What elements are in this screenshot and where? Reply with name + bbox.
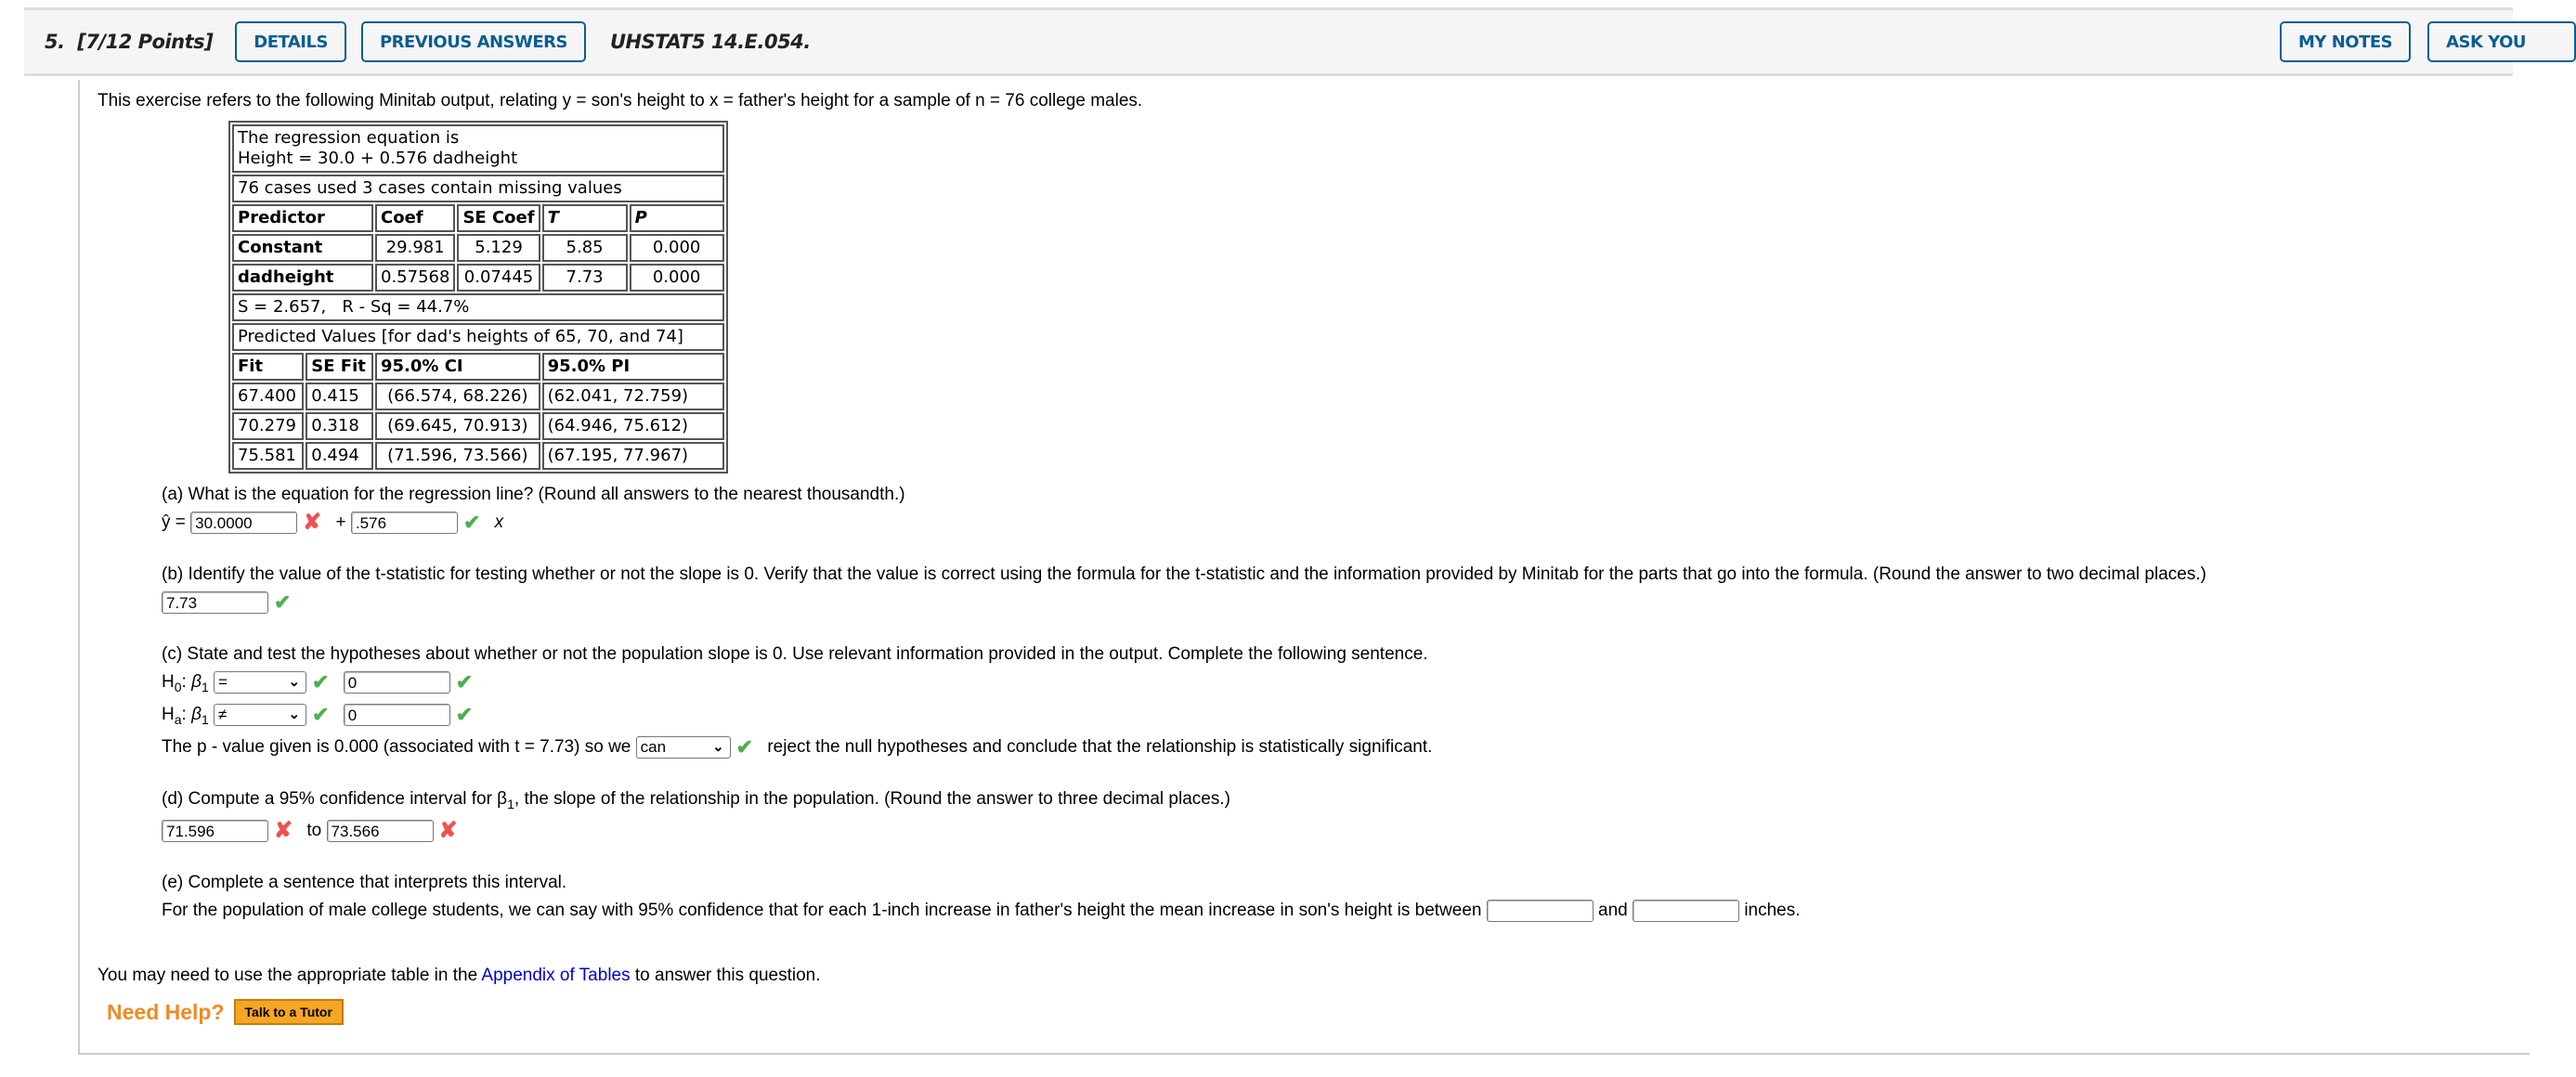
ha-row — [162, 701, 2530, 733]
h0-value-input[interactable]: 0 — [344, 671, 450, 694]
yhat-label: ŷ = — [162, 513, 186, 533]
part-a-answer-row — [162, 509, 2530, 537]
plus-sign: + — [335, 513, 346, 533]
coef-header-row: Predictor Coef SE Coef T P — [232, 204, 724, 232]
talk-to-tutor-button[interactable]: Talk to a Tutor — [234, 999, 344, 1025]
p-value-sentence-start: The p - value given is 0.000 (associated with t = 7.73) so we — [162, 736, 631, 757]
appendix-link[interactable]: Appendix of Tables — [481, 966, 631, 986]
correct-icon: ✔ — [735, 734, 754, 759]
p-value-sentence-end: reject the null hypotheses and conclude that the relationship is statistically significant. — [767, 736, 1433, 757]
coef-row: Constant 29.981 5.129 5.85 0.000 — [232, 234, 724, 262]
pred-row: 75.581 0.494 (71.596, 73.566) (67.195, 77.967) — [232, 442, 724, 470]
ci-lower-input[interactable]: 71.596 — [162, 820, 268, 842]
intro-text: This exercise refers to the following Minitab output, relating y = son's height to x = father's height for a sample of n = 76 college males. — [98, 91, 1143, 110]
incorrect-icon: ✘ — [303, 510, 322, 535]
header-right-actions — [2280, 21, 2576, 62]
coef-row: dadheight 0.57568 0.07445 7.73 0.000 — [232, 264, 724, 292]
pred-row: 70.279 0.318 (69.645, 70.913) (64.946, 75.612) — [232, 412, 724, 440]
intercept-input[interactable]: 30.0000 — [190, 512, 297, 534]
my-notes-button[interactable]: MY NOTES — [2280, 21, 2411, 62]
help-row — [107, 999, 2530, 1025]
correct-icon: ✔ — [274, 590, 292, 615]
slope-input[interactable]: .576 — [351, 512, 458, 534]
question-parts — [162, 481, 2530, 925]
part-d-answer-row — [162, 817, 2530, 845]
correct-icon: ✔ — [312, 670, 330, 694]
p-value-row — [162, 733, 2530, 761]
correct-icon: ✔ — [455, 670, 474, 694]
correct-icon: ✔ — [312, 702, 330, 726]
appendix-note: You may need to use the appropriate table in the Appendix of Tables to answer this question. — [98, 966, 821, 986]
question-points: 5. [7/12 Points] — [45, 31, 214, 53]
h0-row — [162, 668, 2530, 701]
and-label: and — [1598, 901, 1628, 921]
part-a-prompt: (a) What is the equation for the regression line? (Round all answers to the nearest thousandth.) — [162, 485, 905, 504]
correct-icon: ✔ — [455, 702, 474, 726]
part-e-answer-row — [162, 897, 2530, 925]
ha-value-input[interactable]: 0 — [344, 704, 450, 726]
part-e-prompt: (e) Complete a sentence that interprets this interval. — [162, 873, 567, 893]
h0-label: $H_0$: $\beta_1$ — [162, 672, 209, 694]
fit-stats: S = 2.657, R - Sq = 44.7% — [232, 293, 724, 321]
x-variable: x — [494, 513, 504, 533]
incorrect-icon: ✘ — [438, 818, 458, 844]
t-statistic-input[interactable]: 7.73 — [162, 591, 268, 614]
regression-equation: The regression equation is Height = 30.0 + 0.576 dadheight — [232, 124, 724, 173]
part-b-answer-row — [162, 589, 2530, 616]
chevron-down-icon: ⌄ — [288, 674, 301, 691]
pred-row: 67.400 0.415 (66.574, 68.226) (62.041, 72.759) — [232, 383, 724, 410]
part-d-prompt: (d) Compute a 95% confidence interval for $\beta_1$, the slope of the relationship in the population. (Round the answer to three decimal places.) — [162, 788, 1230, 811]
ask-teacher-button[interactable]: ASK YOU — [2427, 21, 2576, 62]
decision-select[interactable]: can ⌄ — [636, 736, 731, 759]
question-id: UHSTAT5 14.E.054. — [610, 31, 811, 53]
details-button[interactable]: DETAILS — [235, 21, 346, 62]
to-label: to — [306, 821, 322, 841]
correct-icon: ✔ — [462, 511, 481, 534]
need-help-label: Need Help? — [107, 999, 225, 1024]
ha-label: $H_a$: $\beta_1$ — [162, 704, 209, 727]
part-e-sentence: For the population of male college students, we can say with 95% confidence that for each 1-inch increase in father's height the mean increase in son's height is between — [162, 901, 1482, 921]
ci-upper-input[interactable]: 73.566 — [327, 820, 434, 842]
chevron-down-icon: ⌄ — [712, 738, 724, 755]
part-b-prompt: (b) Identify the value of the t-statistic for testing whether or not the slope is 0. Verify that the value is correct using the formula for the t-statistic and the information provided by Minitab for the parts that go into the formula. (Round the answer to two decimal places.) — [162, 564, 2206, 585]
chevron-down-icon: ⌄ — [288, 706, 301, 722]
previous-answers-button[interactable]: PREVIOUS ANSWERS — [361, 21, 586, 62]
minitab-output-table — [228, 121, 728, 474]
incorrect-icon: ✘ — [274, 818, 293, 844]
cases-note: 76 cases used 3 cases contain missing values — [232, 175, 724, 202]
predicted-title: Predicted Values [for dad's heights of 65, 70, and 74] — [232, 323, 724, 351]
h0-operator-select[interactable]: = ⌄ — [214, 671, 306, 694]
interval-lower-input[interactable] — [1487, 900, 1594, 922]
question-header — [24, 7, 2527, 76]
question-panel — [78, 80, 2530, 1055]
pred-header-row: Fit SE Fit 95.0% CI 95.0% PI — [232, 353, 724, 381]
part-c-prompt: (c) State and test the hypotheses about whether or not the population slope is 0. Use relevant information provided in the output. Complete the following sentence. — [162, 644, 1428, 665]
inches-label: inches. — [1744, 901, 1801, 921]
ha-operator-select[interactable]: ≠ ⌄ — [214, 704, 306, 726]
interval-upper-input[interactable] — [1633, 900, 1739, 922]
